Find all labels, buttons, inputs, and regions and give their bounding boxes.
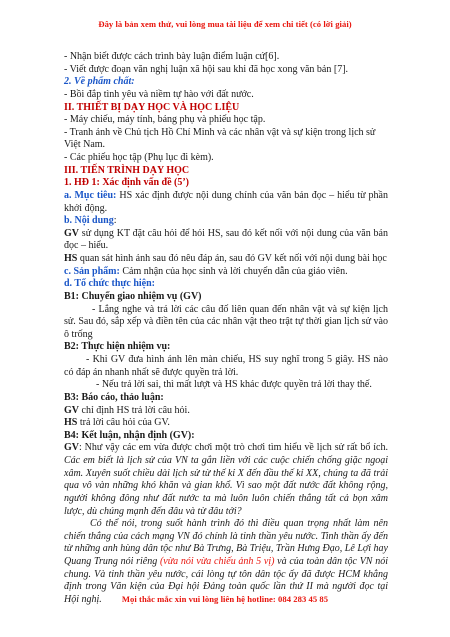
student-paragraph: HS quan sát hình ảnh sau đó nêu đáp án, sau đó GV kết nối với nội dung bài học	[64, 253, 387, 264]
section-heading: III. TIẾN TRÌNH DẠY HỌC	[64, 164, 190, 176]
section-heading: II. THIẾT BỊ DẠY HỌC VÀ HỌC LIỆU	[64, 101, 240, 113]
step-heading: B2: Thực hiện nhiệm vụ:	[64, 341, 171, 353]
step-heading: B3: Báo cáo, thảo luận:	[64, 391, 164, 403]
step-paragraph: - Khi GV đưa hình ảnh lên màn chiếu, HS suy nghĩ trong 5 giây. HS nào có đáp án nhanh nhất sẽ được quyền trả lời.	[64, 354, 388, 378]
step-paragraph: HS trả lời câu hỏi của GV.	[64, 417, 170, 429]
section-heading: 2. Về phẩm chất:	[64, 76, 135, 88]
objective-line: - Bồi đắp tình yêu và niềm tự hào với đất nước.	[64, 88, 254, 100]
hotline-banner: Mọi thắc mắc xin vui lòng liên hệ hotline: 084 283 45 85	[121, 594, 329, 604]
material-line: - Máy chiếu, máy tính, bảng phụ và phiếu học tập.	[64, 114, 266, 126]
organization-label: d. Tổ chức thực hiện:	[64, 278, 155, 290]
material-line: - Các phiếu học tập (Phụ lục đi kèm).	[64, 152, 214, 163]
objective-line: - Nhận biết được cách trình bày luận điểm luận cứ[6].	[64, 51, 280, 62]
objective-line: - Viết được đoạn văn nghị luận xã hội sau khi đã học xong văn bản [7].	[64, 63, 349, 75]
material-line: - Tranh ảnh về Chủ tịch Hồ Chí Minh và các nhân vật và sự kiện trong lịch sử Việt Nam.	[64, 126, 376, 151]
preview-notice-banner: Đây là bản xem thử, vui lòng mua tài liệu để xem chi tiết (có lời giải)	[98, 19, 352, 29]
step-paragraph: - Lắng nghe và trả lời các câu đố liên quan đến nhân vật và sự kiện lịch sử. Sau đó, sắp xếp và điền tên của các nhân vật theo trật tự thời gian lịch sử vào ô trống	[64, 303, 388, 340]
activity-heading: 1. HĐ 1: Xác định vấn đề (5’)	[64, 177, 190, 189]
step-paragraph: GV chỉ định HS trả lời câu hỏi.	[64, 404, 190, 416]
step-heading: B4: Kết luận, nhận định (GV):	[64, 429, 195, 441]
step-heading: B1: Chuyển giao nhiệm vụ (GV)	[64, 290, 202, 302]
content-label: b. Nội dung:	[64, 215, 117, 227]
conclusion-paragraph: GV: Như vậy các em vừa được chơi một trò chơi tìm hiểu về lịch sử rất bổ ích. Các em biết là lịch sử của VN ta gắn liền với các cuộc chiến chống giặc ngoại xâm. Xuyên suốt chiều dài lịch sử từ thế kỉ X đến đầu thế kỉ XX, chúng ta đã trải qua vô vàn những khó khăn và gian khổ. Vì sao một đất nước đất không rộng, người không đông như đất nước ta mà luôn luôn chiến thắng tất cả bọn xâm lược, dù chúng mạnh đến đâu và từ đâu tới?	[64, 442, 388, 517]
goal-paragraph: a. Mục tiêu: HS xác định được nội dung chính của văn bản đọc – hiểu từ phần khởi động.	[64, 189, 388, 214]
document-body	[64, 51, 388, 607]
product-paragraph: c. Sản phẩm: Cảm nhận của học sinh và lời chuyển dẫn của giáo viên.	[64, 265, 348, 277]
teacher-paragraph: GV sử dụng KT đặt câu hỏi để hỏi HS, sau đó kết nối với nội dung của văn bản đọc – hiểu.	[64, 227, 388, 252]
goal-label: a. Mục tiêu:	[64, 189, 117, 201]
step-paragraph: - Nếu trả lời sai, thì mất lượt và HS khác được quyền trả lời thay thế.	[96, 379, 372, 391]
conclusion-paragraph: Có thể nói, trong suốt hành trình đó thì điều quan trọng nhất làm nên chiến thắng của cách mạng VN đó chính là tinh thần yêu nước. Tinh thần ấy đến từ những anh hùng dân tộc như Bà Trưng, Bà Triệu, Trần Hưng Đạo, Lê Lợi hay Quang Trung nói riêng (vừa nói vừa chiếu ảnh 5 vị) và của toàn dân tộc VN nói chung. Và tinh thần yêu nước, cái lòng tự tôn dân tộc ấy đã được HCM khẳng định trong Văn kiện của Đại hội Đảng toàn quốc lần thứ II mà người đọc tại Hội nghị.	[64, 518, 388, 605]
